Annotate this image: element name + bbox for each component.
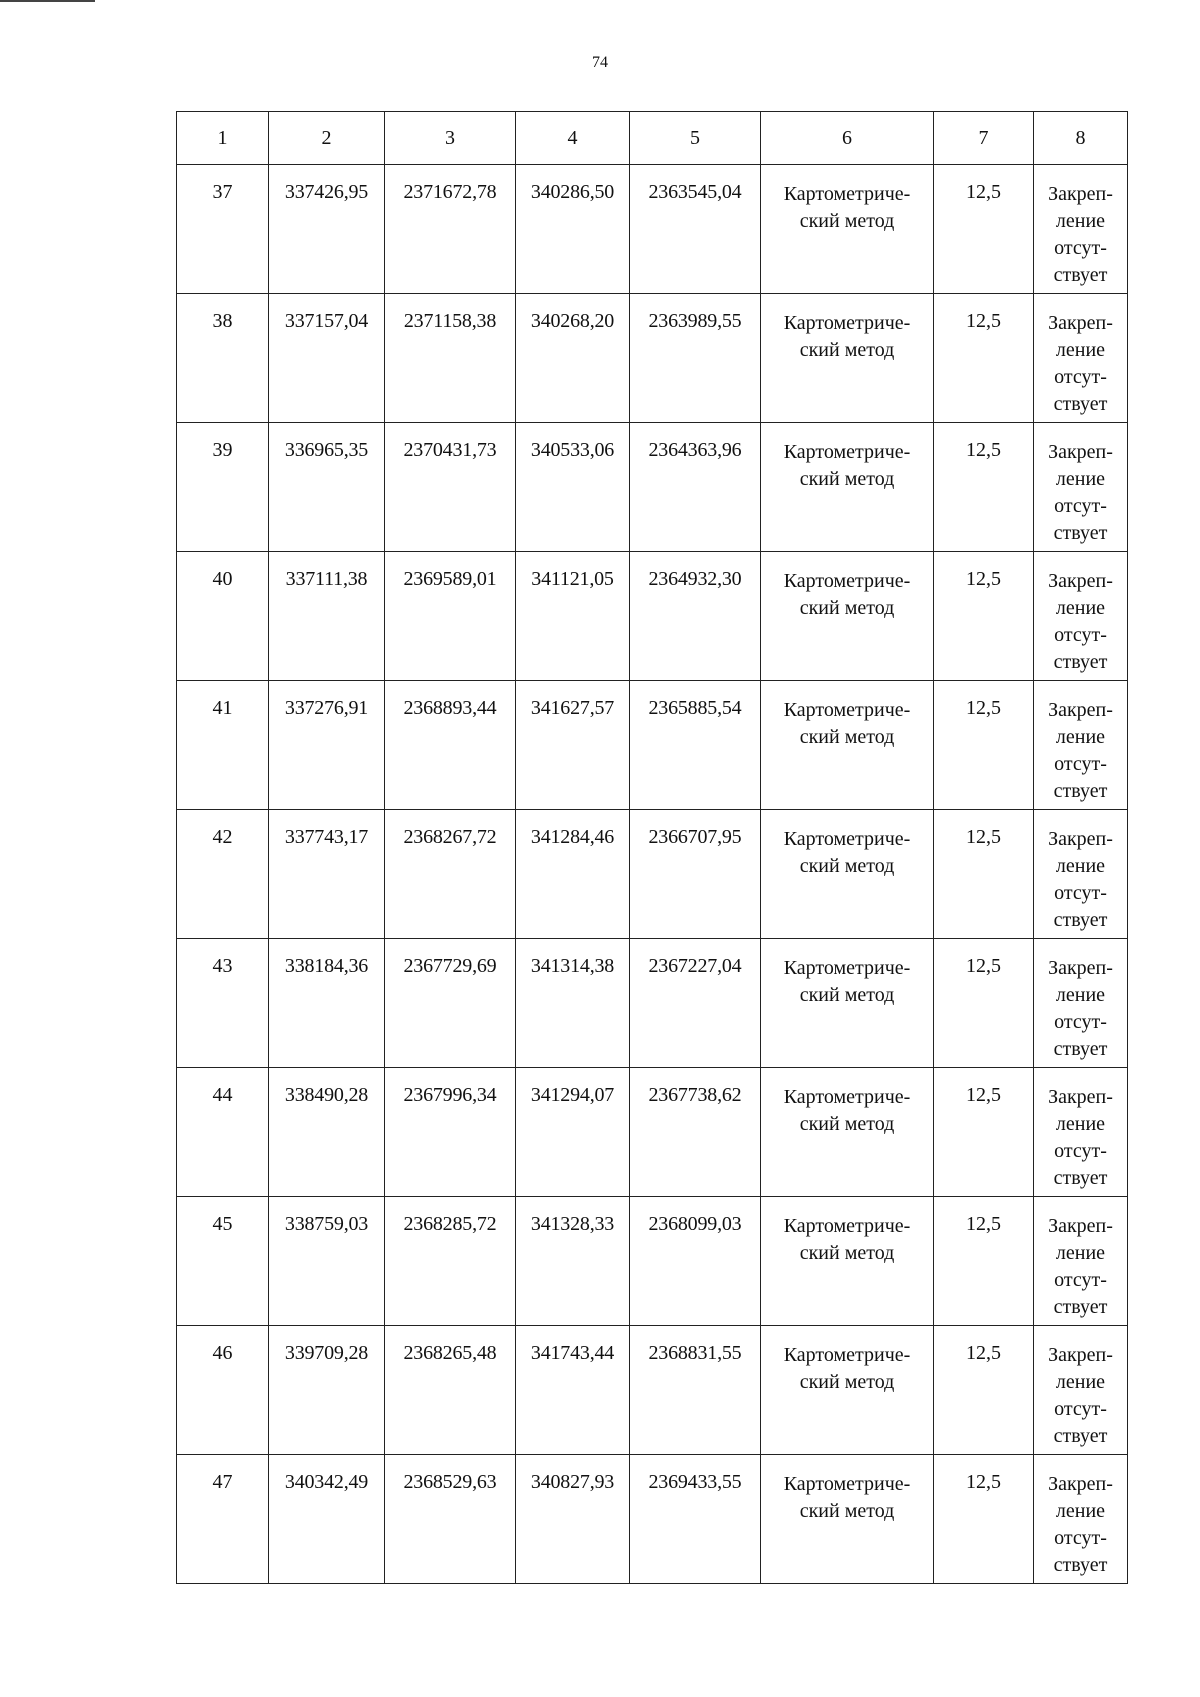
coord-cell-col2: 340342,49 bbox=[269, 1455, 385, 1584]
fixing-line: ление bbox=[1055, 1371, 1106, 1393]
accuracy-cell: 12,5 bbox=[934, 1068, 1034, 1197]
point-number-cell: 44 bbox=[177, 1068, 269, 1197]
fixing-line: Закреп- bbox=[1048, 699, 1113, 721]
method-line: ский метод bbox=[799, 210, 895, 232]
method-line: Картометриче- bbox=[783, 1086, 911, 1108]
fixing-cell bbox=[1034, 1326, 1128, 1455]
coord-cell-col2: 336965,35 bbox=[269, 423, 385, 552]
coord-cell-col2: 339709,28 bbox=[269, 1326, 385, 1455]
fixing-line: отсут- bbox=[1054, 1398, 1107, 1420]
table-row bbox=[177, 810, 1128, 939]
coord-cell-col3: 2371672,78 bbox=[385, 165, 516, 294]
header-cell: 5 bbox=[630, 112, 761, 165]
coord-cell-col5: 2364932,30 bbox=[630, 552, 761, 681]
method-cell bbox=[761, 681, 934, 810]
header-cell: 3 bbox=[385, 112, 516, 165]
point-number-cell: 46 bbox=[177, 1326, 269, 1455]
fixing-line: ление bbox=[1055, 468, 1106, 490]
fixing-line: ствует bbox=[1053, 522, 1108, 544]
coord-cell-col3: 2368529,63 bbox=[385, 1455, 516, 1584]
coordinates-table bbox=[176, 111, 1128, 1584]
fixing-line: отсут- bbox=[1054, 366, 1107, 388]
point-number-cell: 47 bbox=[177, 1455, 269, 1584]
coord-cell-col2: 338759,03 bbox=[269, 1197, 385, 1326]
accuracy-cell: 12,5 bbox=[934, 294, 1034, 423]
fixing-line: ление bbox=[1055, 339, 1106, 361]
method-line: ский метод bbox=[799, 468, 895, 490]
coord-cell-col5: 2366707,95 bbox=[630, 810, 761, 939]
fixing-line: Закреп- bbox=[1048, 183, 1113, 205]
header-cell: 2 bbox=[269, 112, 385, 165]
coord-cell-col2: 337743,17 bbox=[269, 810, 385, 939]
fixing-line: ствует bbox=[1053, 1167, 1108, 1189]
coord-cell-col3: 2368267,72 bbox=[385, 810, 516, 939]
coord-cell-col3: 2371158,38 bbox=[385, 294, 516, 423]
method-line: Картометриче- bbox=[783, 441, 911, 463]
fixing-line: ление bbox=[1055, 1113, 1106, 1135]
coord-cell-col5: 2364363,96 bbox=[630, 423, 761, 552]
fixing-line: ление bbox=[1055, 1500, 1106, 1522]
coord-cell-col5: 2367227,04 bbox=[630, 939, 761, 1068]
method-line: ский метод bbox=[799, 984, 895, 1006]
fixing-line: Закреп- bbox=[1048, 441, 1113, 463]
coord-cell-col4: 341284,46 bbox=[516, 810, 630, 939]
fixing-line: Закреп- bbox=[1048, 1215, 1113, 1237]
fixing-line: отсут- bbox=[1054, 624, 1107, 646]
fixing-line: Закреп- bbox=[1048, 312, 1113, 334]
coord-cell-col4: 341294,07 bbox=[516, 1068, 630, 1197]
point-number-cell: 42 bbox=[177, 810, 269, 939]
table-row bbox=[177, 165, 1128, 294]
coord-cell-col3: 2368285,72 bbox=[385, 1197, 516, 1326]
fixing-line: Закреп- bbox=[1048, 1086, 1113, 1108]
coord-cell-col4: 341121,05 bbox=[516, 552, 630, 681]
accuracy-cell: 12,5 bbox=[934, 1455, 1034, 1584]
method-cell bbox=[761, 1455, 934, 1584]
header-cell: 1 bbox=[177, 112, 269, 165]
fixing-line: ление bbox=[1055, 597, 1106, 619]
method-line: Картометриче- bbox=[783, 1215, 911, 1237]
fixing-cell bbox=[1034, 165, 1128, 294]
point-number-cell: 41 bbox=[177, 681, 269, 810]
method-cell bbox=[761, 552, 934, 681]
fixing-cell bbox=[1034, 810, 1128, 939]
table-row bbox=[177, 939, 1128, 1068]
point-number-cell: 37 bbox=[177, 165, 269, 294]
method-line: Картометриче- bbox=[783, 957, 911, 979]
method-line: Картометриче- bbox=[783, 1344, 911, 1366]
header-cell: 7 bbox=[934, 112, 1034, 165]
fixing-line: ствует bbox=[1053, 909, 1108, 931]
method-line: ский метод bbox=[799, 1242, 895, 1264]
method-line: ский метод bbox=[799, 1500, 895, 1522]
fixing-line: ствует bbox=[1053, 1554, 1108, 1576]
fixing-line: Закреп- bbox=[1048, 570, 1113, 592]
fixing-line: Закреп- bbox=[1048, 957, 1113, 979]
coord-cell-col2: 338490,28 bbox=[269, 1068, 385, 1197]
coord-cell-col5: 2363545,04 bbox=[630, 165, 761, 294]
method-line: ский метод bbox=[799, 1113, 895, 1135]
fixing-cell bbox=[1034, 1197, 1128, 1326]
fixing-line: отсут- bbox=[1054, 495, 1107, 517]
method-line: ский метод bbox=[799, 597, 895, 619]
fixing-line: Закреп- bbox=[1048, 1473, 1113, 1495]
scan-corner-mark bbox=[0, 0, 95, 2]
fixing-line: ление bbox=[1055, 984, 1106, 1006]
point-number-cell: 43 bbox=[177, 939, 269, 1068]
method-line: Картометриче- bbox=[783, 183, 911, 205]
table-row bbox=[177, 681, 1128, 810]
point-number-cell: 38 bbox=[177, 294, 269, 423]
table-row bbox=[177, 294, 1128, 423]
accuracy-cell: 12,5 bbox=[934, 423, 1034, 552]
coord-cell-col4: 340827,93 bbox=[516, 1455, 630, 1584]
point-number-cell: 40 bbox=[177, 552, 269, 681]
fixing-line: отсут- bbox=[1054, 882, 1107, 904]
coord-cell-col2: 337111,38 bbox=[269, 552, 385, 681]
fixing-cell bbox=[1034, 552, 1128, 681]
coord-cell-col4: 341627,57 bbox=[516, 681, 630, 810]
table-row bbox=[177, 1455, 1128, 1584]
coord-cell-col5: 2368099,03 bbox=[630, 1197, 761, 1326]
fixing-line: ление bbox=[1055, 210, 1106, 232]
header-row bbox=[177, 112, 1128, 165]
fixing-line: ствует bbox=[1053, 1038, 1108, 1060]
fixing-line: ствует bbox=[1053, 651, 1108, 673]
method-cell bbox=[761, 1197, 934, 1326]
method-line: ский метод bbox=[799, 1371, 895, 1393]
fixing-cell bbox=[1034, 294, 1128, 423]
coord-cell-col5: 2363989,55 bbox=[630, 294, 761, 423]
method-cell bbox=[761, 939, 934, 1068]
method-cell bbox=[761, 165, 934, 294]
coord-cell-col3: 2370431,73 bbox=[385, 423, 516, 552]
method-line: Картометриче- bbox=[783, 828, 911, 850]
fixing-cell bbox=[1034, 1455, 1128, 1584]
accuracy-cell: 12,5 bbox=[934, 939, 1034, 1068]
method-line: Картометриче- bbox=[783, 570, 911, 592]
table-row bbox=[177, 1197, 1128, 1326]
header-cell: 6 bbox=[761, 112, 934, 165]
method-line: Картометриче- bbox=[783, 1473, 911, 1495]
coord-cell-col4: 341314,38 bbox=[516, 939, 630, 1068]
method-line: ский метод bbox=[799, 726, 895, 748]
coord-cell-col5: 2369433,55 bbox=[630, 1455, 761, 1584]
coord-cell-col3: 2367996,34 bbox=[385, 1068, 516, 1197]
fixing-cell bbox=[1034, 1068, 1128, 1197]
accuracy-cell: 12,5 bbox=[934, 1326, 1034, 1455]
fixing-line: ствует bbox=[1053, 393, 1108, 415]
fixing-line: отсут- bbox=[1054, 1527, 1107, 1549]
method-line: Картометриче- bbox=[783, 312, 911, 334]
coord-cell-col3: 2369589,01 bbox=[385, 552, 516, 681]
fixing-line: ление bbox=[1055, 1242, 1106, 1264]
fixing-line: отсут- bbox=[1054, 237, 1107, 259]
fixing-line: ствует bbox=[1053, 780, 1108, 802]
fixing-line: ствует bbox=[1053, 1425, 1108, 1447]
fixing-line: отсут- bbox=[1054, 1140, 1107, 1162]
method-cell bbox=[761, 1068, 934, 1197]
coord-cell-col3: 2367729,69 bbox=[385, 939, 516, 1068]
table-row bbox=[177, 1326, 1128, 1455]
coord-cell-col4: 340286,50 bbox=[516, 165, 630, 294]
coord-cell-col4: 341743,44 bbox=[516, 1326, 630, 1455]
point-number-cell: 39 bbox=[177, 423, 269, 552]
coord-cell-col2: 337157,04 bbox=[269, 294, 385, 423]
coord-cell-col2: 338184,36 bbox=[269, 939, 385, 1068]
coord-cell-col3: 2368265,48 bbox=[385, 1326, 516, 1455]
accuracy-cell: 12,5 bbox=[934, 552, 1034, 681]
method-cell bbox=[761, 810, 934, 939]
fixing-line: Закреп- bbox=[1048, 828, 1113, 850]
method-line: ский метод bbox=[799, 339, 895, 361]
coord-cell-col4: 340268,20 bbox=[516, 294, 630, 423]
point-number-cell: 45 bbox=[177, 1197, 269, 1326]
page-number: 74 bbox=[592, 54, 608, 71]
coord-cell-col4: 340533,06 bbox=[516, 423, 630, 552]
table-body bbox=[177, 165, 1128, 1584]
coord-cell-col5: 2365885,54 bbox=[630, 681, 761, 810]
fixing-line: отсут- bbox=[1054, 753, 1107, 775]
table-header bbox=[177, 112, 1128, 165]
method-cell bbox=[761, 1326, 934, 1455]
fixing-cell bbox=[1034, 423, 1128, 552]
accuracy-cell: 12,5 bbox=[934, 165, 1034, 294]
coord-cell-col5: 2367738,62 bbox=[630, 1068, 761, 1197]
method-line: ский метод bbox=[799, 855, 895, 877]
fixing-line: ствует bbox=[1053, 264, 1108, 286]
method-line: Картометриче- bbox=[783, 699, 911, 721]
coord-cell-col4: 341328,33 bbox=[516, 1197, 630, 1326]
fixing-line: ление bbox=[1055, 855, 1106, 877]
fixing-line: отсут- bbox=[1054, 1011, 1107, 1033]
coord-cell-col3: 2368893,44 bbox=[385, 681, 516, 810]
fixing-line: отсут- bbox=[1054, 1269, 1107, 1291]
fixing-cell bbox=[1034, 681, 1128, 810]
fixing-line: Закреп- bbox=[1048, 1344, 1113, 1366]
coord-cell-col5: 2368831,55 bbox=[630, 1326, 761, 1455]
header-cell: 8 bbox=[1034, 112, 1128, 165]
accuracy-cell: 12,5 bbox=[934, 810, 1034, 939]
table-row bbox=[177, 1068, 1128, 1197]
fixing-cell bbox=[1034, 939, 1128, 1068]
coord-cell-col2: 337426,95 bbox=[269, 165, 385, 294]
accuracy-cell: 12,5 bbox=[934, 681, 1034, 810]
method-cell bbox=[761, 423, 934, 552]
coord-cell-col2: 337276,91 bbox=[269, 681, 385, 810]
fixing-line: ствует bbox=[1053, 1296, 1108, 1318]
fixing-line: ление bbox=[1055, 726, 1106, 748]
table-row bbox=[177, 552, 1128, 681]
method-cell bbox=[761, 294, 934, 423]
header-cell: 4 bbox=[516, 112, 630, 165]
accuracy-cell: 12,5 bbox=[934, 1197, 1034, 1326]
table-row bbox=[177, 423, 1128, 552]
